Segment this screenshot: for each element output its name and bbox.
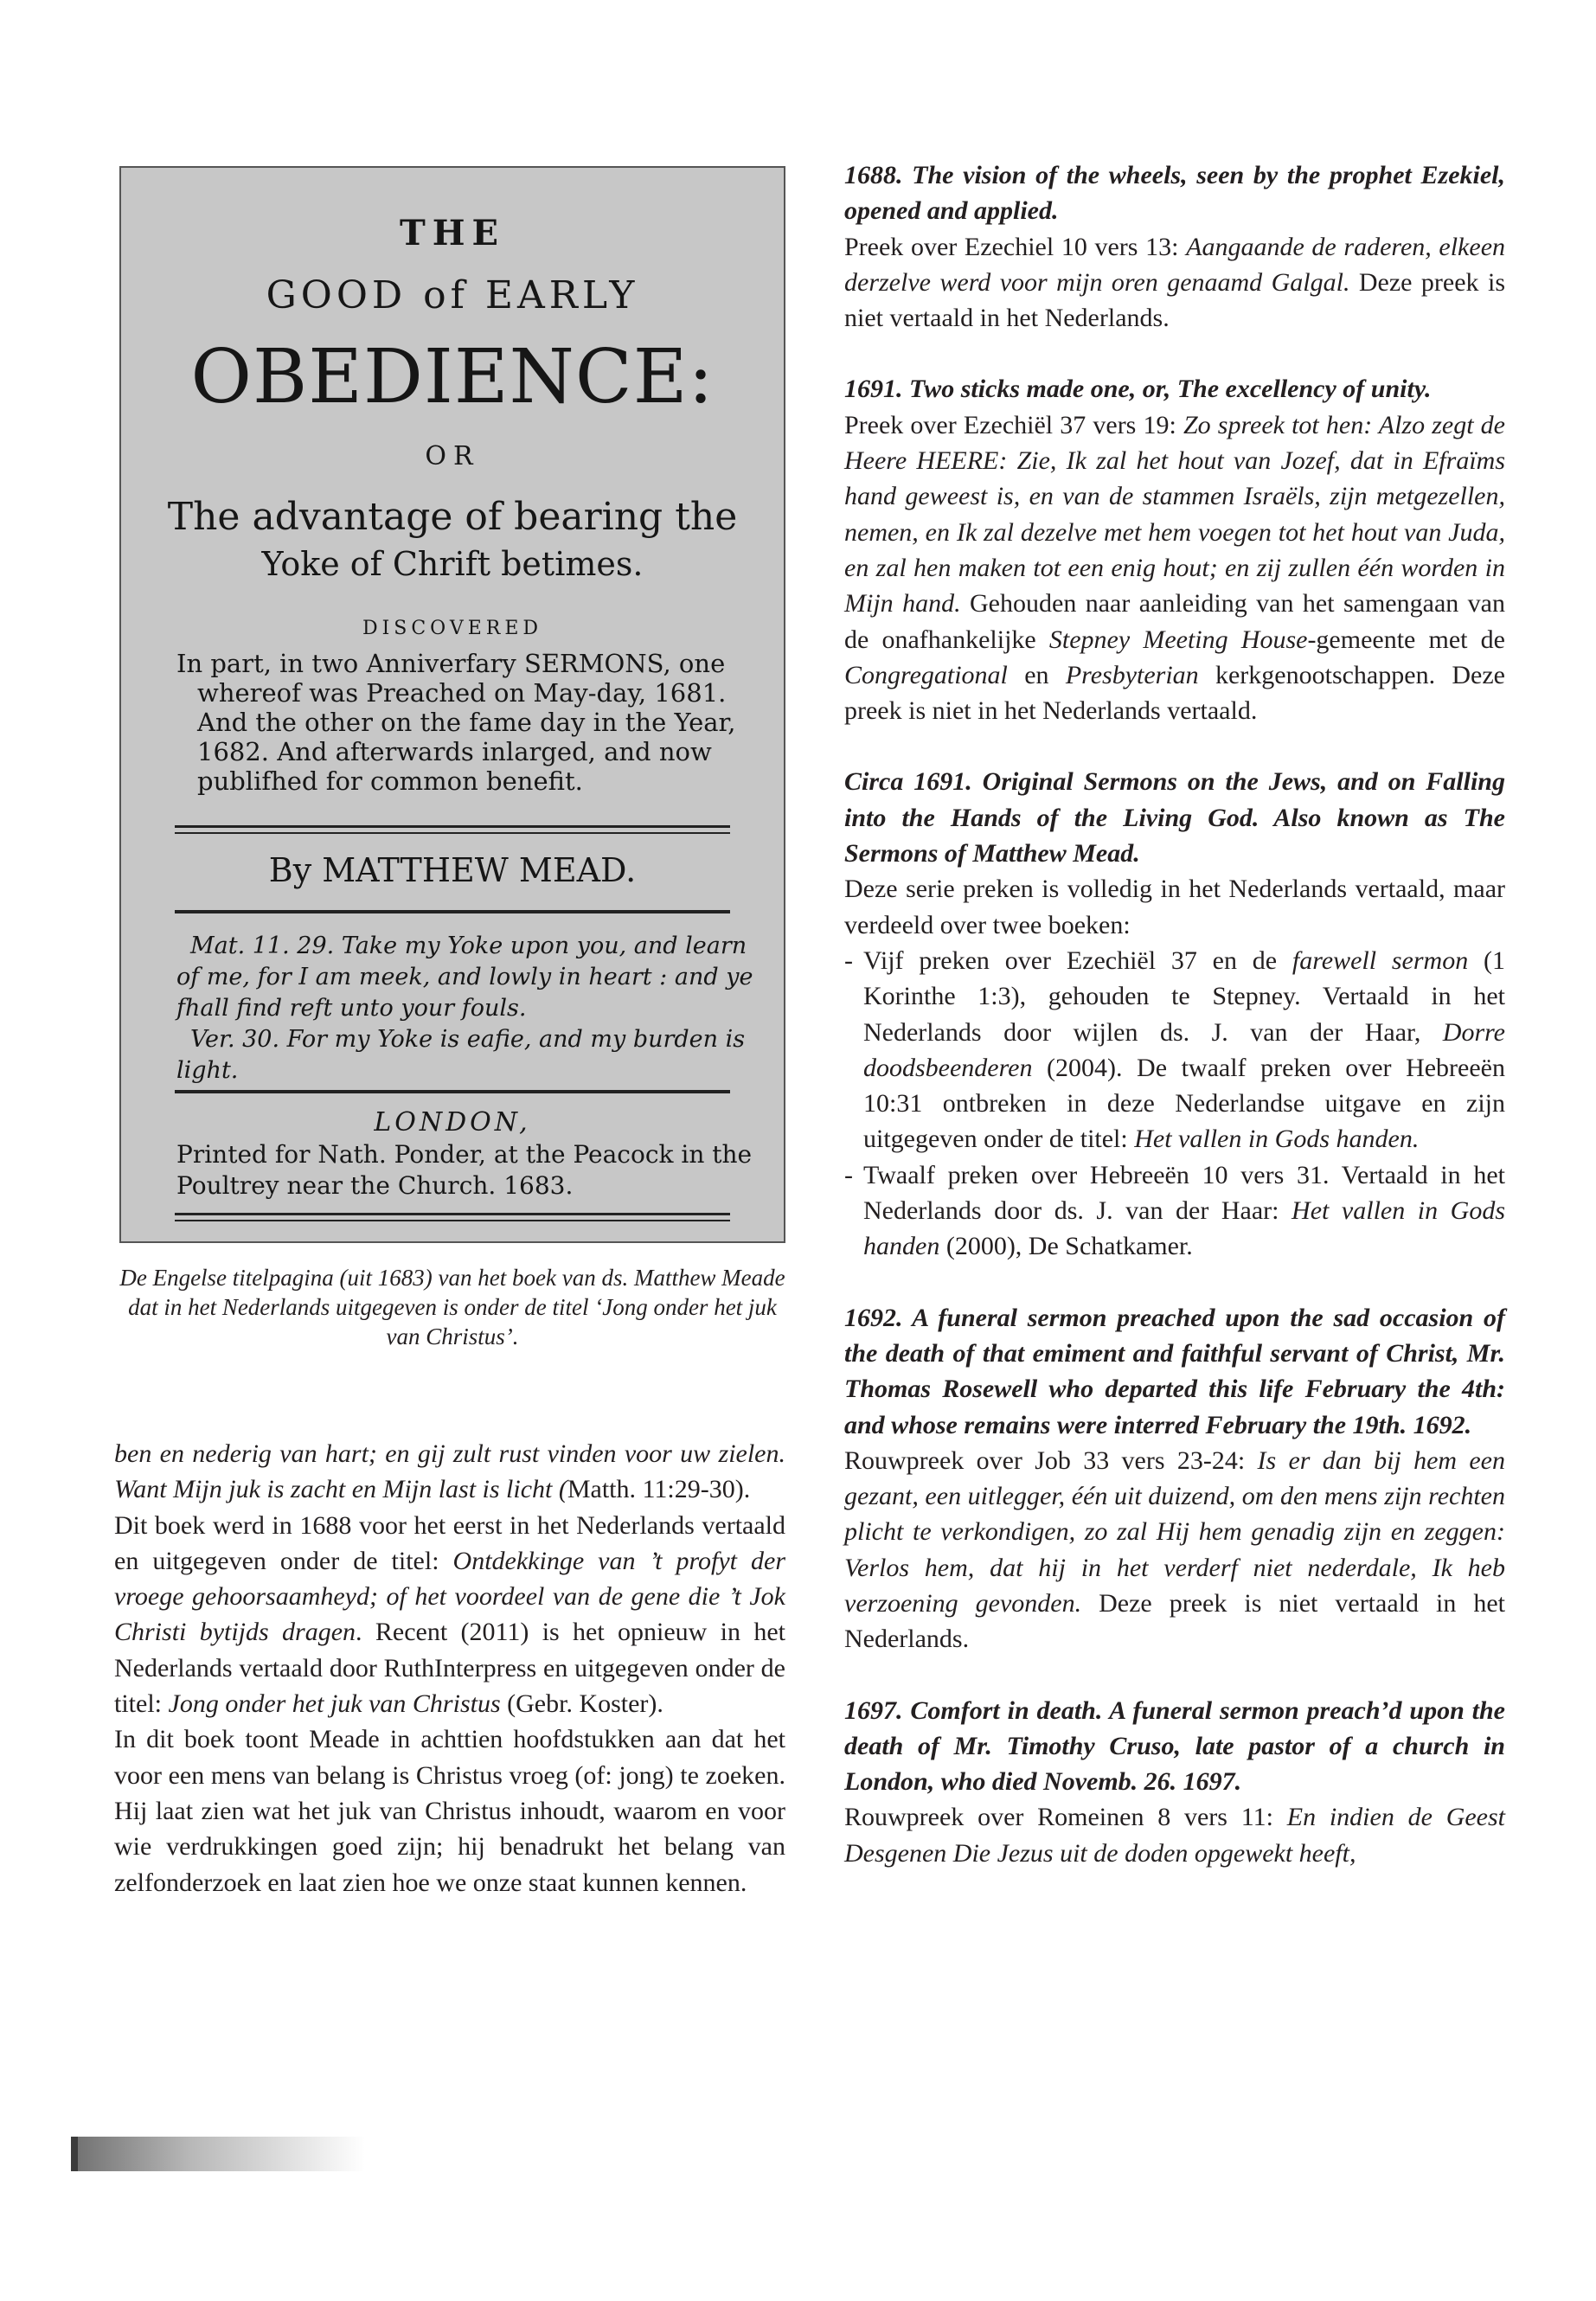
italic-term: Stepney Meeting House [1048, 625, 1308, 654]
title-page-image [119, 166, 785, 1243]
scripture-quote: Is er dan bij hem een gezant, een uitlegger, één uit duizend, om den mens zijn rechten plicht te verkondigen, zo zal Hij hem genadig zijn en zeggen: Verlos hem, dat hij in het verderf niet nederdale, Ik heb verzoening gevonden. [844, 1445, 1505, 1618]
text: (2000), De Schatkamer. [939, 1232, 1193, 1261]
sermon-entry-circa-1691 [844, 764, 1505, 1264]
paragraph: In dit boek toont Meade in achttien hoofdstukken aan dat het voor een mens van belang is Christus vroeg (of: jong) te zoeken. Hij laat zien wat het juk van Christus inhoudt, waarom en voor wie verdrukkingen goed zijn; hij benadrukt het belang van zelfonderzoek en laat zien hoe we onze staat kunnen kennen. [114, 1725, 785, 1897]
right-column [844, 157, 1505, 1871]
sermon-entry-1691 [844, 371, 1505, 728]
italic-term: Presbyterian [1065, 660, 1199, 689]
left-column [114, 1436, 785, 1900]
imprint-line-1: Printed for Nath. Ponder, at the Peacock in the [176, 1140, 753, 1169]
description-line-4: 1682. And afterwards inlarged, and now [197, 737, 712, 766]
text: . Recent (2011) is het opnieuw in het Nederlands vertaald door RuthInterpress en uitgegeven onder de titel: [114, 1618, 785, 1719]
entry-body [844, 229, 1505, 336]
verse-line-3: fhall find reft unto your fouls. [176, 995, 527, 1022]
paragraph [114, 1508, 785, 1722]
imprint-line-2: Poultrey near the Church. 1683. [176, 1171, 574, 1200]
scripture-quote: En indien de Geest Desgenen Die Jezus uit de doden opgewekt heeft, [844, 1803, 1505, 1868]
entry-heading: Circa 1691. Original Sermons on the Jews, and on Falling into the Hands of the Living God. Also known as The Sermons of Matthew Mead. [844, 767, 1505, 868]
verse-line-5: light. [176, 1057, 239, 1084]
text: Preek over Ezechiël 37 vers 19: [844, 410, 1183, 439]
translation-list [844, 943, 1505, 1265]
divider [175, 1090, 730, 1093]
entry-body [844, 1443, 1505, 1657]
paragraph [114, 1436, 785, 1508]
imprint-city: LONDON, [374, 1107, 531, 1138]
entry-body [844, 407, 1505, 729]
text: Gehouden naar aanleiding van het samengaan van de onafhankelijke [844, 589, 1505, 654]
text: Rouwpreek over Romeinen 8 vers 11: [844, 1803, 1287, 1832]
description-line-5: publifhed for common benefit. [197, 766, 583, 796]
divider [175, 1213, 730, 1215]
text: (1 Korinthe 1:3), gehouden te Stepney. Vertaald in het Nederlands door wijlen ds. J. van der Haar, [863, 945, 1505, 1047]
title-good-of-early: GOOD of EARLY [266, 273, 639, 317]
scripture-quote: Zo spreek tot hen: Alzo zegt de Heere HEERE: Zie, Ik zal het hout van Jozef, dat in Efraïms hand geweest is, en van de stammen Israëls, zijn metgezellen, nemen, en Ik zal dezelve met hem voegen tot het hout van Juda, en zal hen maken tot een enig hout; en zij zullen één worden in Mijn hand. [844, 410, 1505, 619]
text: kerkgenootschappen. Deze preek is niet in het Nederlands vertaald. [844, 660, 1505, 726]
book-title: Het vallen in Gods handen [863, 1196, 1505, 1261]
description-line-3: And the other on the fame day in the Year, [197, 708, 736, 737]
scripture-quote: ben en nederig van hart; en gij zult rust vinden voor uw zielen. Want Mijn juk is zacht en Mijn last is licht ( [114, 1439, 785, 1504]
text: Deze preek is niet vertaald in het Nederlands. [844, 1588, 1505, 1654]
author-line: By MATTHEW MEAD. [268, 851, 637, 889]
text: Dit boek werd in 1688 voor het eerst in het Nederlands vertaald en uitgegeven onder de titel: [114, 1510, 785, 1575]
title-obedience: OBEDIENCE: [190, 334, 715, 420]
list-item [844, 1157, 1505, 1265]
title-the: THE [399, 213, 506, 253]
sermon-entry-1688 [844, 157, 1505, 336]
page-number-tab [71, 2137, 365, 2171]
divider [175, 910, 730, 913]
subtitle-line-1: The advantage of bearing the [167, 495, 738, 539]
text: (2004). De twaalf preken over Hebreeën 10:31 ontbreken in deze Nederlandse uitgave en zijn uitgegeven onder de titel: [863, 1053, 1505, 1154]
book-title: Ontdekkinge van ’t profyt der vroege gehoorsaamheyd; of het voordeel van de gene die ’t Jok Christi bytijds dragen [114, 1546, 785, 1647]
figure-caption: De Engelse titelpagina (uit 1683) van het boek van ds. Matthew Meade dat in het Nederlands uitgegeven is onder de titel ‘Jong onder het juk van Christus’. [119, 1265, 785, 1349]
entry-heading: 1688. The vision of the wheels, seen by the prophet Ezekiel, opened and applied. [844, 161, 1505, 226]
scripture-quote: Aangaande de raderen, elkeen derzelve werd voor mijn oren genaamd Galgal. [844, 232, 1506, 297]
page-number: 214 [40, 0, 79, 29]
entry-body [844, 1799, 1505, 1871]
verse-line-2: of me, for I am meek, and lowly in heart : and ye [176, 964, 753, 990]
discovered-label: DISCOVERED [362, 618, 543, 639]
verse-line-1: Mat. 11. 29. Take my Yoke upon you, and learn [190, 933, 747, 959]
entry-body: Deze serie preken is volledig in het Nederlands vertaald, maar verdeeld over twee boeken: [844, 875, 1505, 939]
italic-term: Congregational [844, 660, 1008, 689]
scripture-reference: Matth. 11:29-30). [567, 1475, 751, 1504]
subtitle-line-2: Yoke of Chrift betimes. [261, 545, 644, 583]
text: Vijf preken over Ezechiël 37 en de [863, 945, 1292, 975]
book-title: Jong onder het juk van Christus [168, 1689, 501, 1719]
tab-edge [71, 2137, 78, 2171]
text: (Gebr. Koster). [500, 1689, 663, 1719]
text: Preek over Ezechiel 10 vers 13: [844, 232, 1187, 261]
text: Deze preek is niet vertaald in het Nederlands. [844, 267, 1505, 333]
text: en [1007, 660, 1066, 689]
divider [175, 825, 730, 828]
description-line-2: whereof was Preached on May-day, 1681. [197, 678, 727, 708]
entry-heading: 1691. Two sticks made one, or, The excellency of unity. [844, 375, 1432, 404]
sermon-entry-1697 [844, 1693, 1505, 1871]
text: -gemeente met de [1307, 625, 1505, 654]
book-title: Dorre doodsbeenderen [863, 1017, 1505, 1082]
entry-heading: 1692. A funeral sermon preached upon the sad occasion of the death of that emiment and faithful servant of Christ, Mr. Thomas Rosewell who departed this life February the 4th: and whose remains were interred February the 19th. 1692. [844, 1303, 1505, 1439]
list-item [844, 943, 1505, 1157]
text: Rouwpreek over Job 33 vers 23-24: [844, 1445, 1258, 1475]
italic-term: farewell sermon [1292, 945, 1469, 975]
book-title: Het vallen in Gods handen. [1134, 1125, 1420, 1154]
entry-heading: 1697. Comfort in death. A funeral sermon preach’d upon the death of Mr. Timothy Cruso, late pastor of a church in London, who died Novemb. 26. 1697. [844, 1695, 1505, 1797]
sermon-entry-1692 [844, 1300, 1505, 1657]
description-line-1: In part, in two Anniverfary SERMONS, one [176, 649, 726, 678]
text: Twaalf preken over Hebreeën 10 vers 31. Vertaald in het Nederlands door ds. J. van der Haar: [863, 1160, 1505, 1226]
verse-line-4: Ver. 30. For my Yoke is eafie, and my burden is [190, 1026, 746, 1053]
title-or: OR [425, 441, 480, 471]
